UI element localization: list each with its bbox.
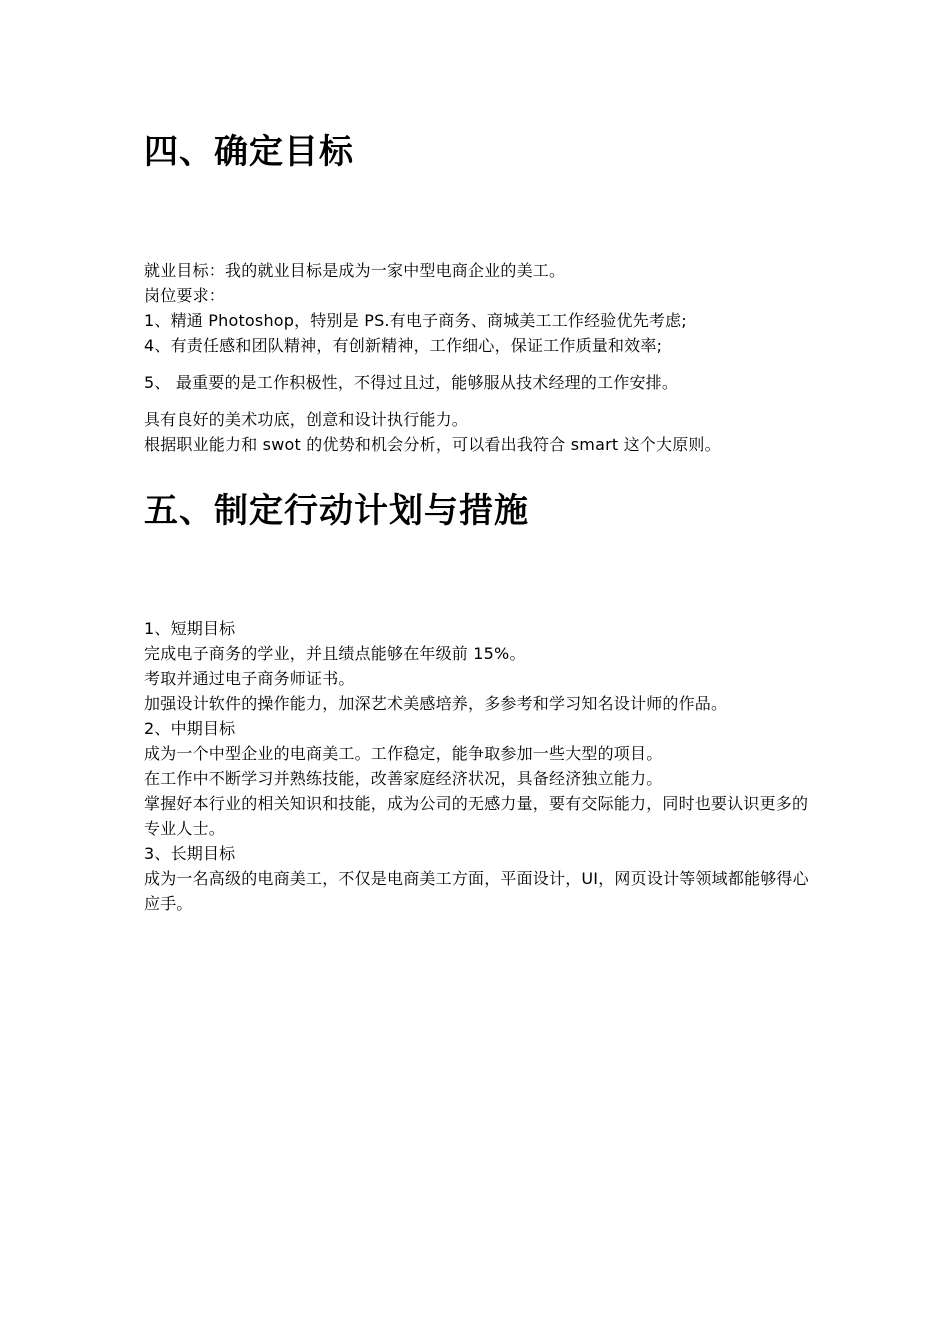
- short-term-heading: 1、短期目标: [144, 619, 236, 638]
- section-4-summary-block: [144, 407, 814, 457]
- smart-conclusion: 根据职业能力和 swot 的优势和机会分析，可以看出我符合 smart 这个大原则。: [144, 435, 721, 454]
- section-5-title: 五、制定行动计划与措施: [144, 491, 529, 531]
- action-plan-block: [144, 616, 814, 916]
- short-term-item: 加强设计软件的操作能力，加深艺术美感培养，多参考和学习知名设计师的作品。: [144, 694, 728, 713]
- mid-term-item: 在工作中不断学习并熟练技能，改善家庭经济状况，具备经济独立能力。: [144, 769, 663, 788]
- art-skill: 具有良好的美术功底，创意和设计执行能力。: [144, 410, 469, 429]
- requirement-5: 5、 最重要的是工作积极性，不得过且过，能够服从技术经理的工作安排。: [144, 373, 679, 392]
- mid-term-item: 成为一个中型企业的电商美工。工作稳定，能争取参加一些大型的项目。: [144, 744, 663, 763]
- long-term-heading: 3、长期目标: [144, 844, 236, 863]
- section-4-goal-block: [144, 258, 814, 358]
- long-term-item: 成为一名高级的电商美工，不仅是电商美工方面，平面设计，UI，网页设计等领域都能够得心应手。: [144, 869, 809, 913]
- requirements-heading: 岗位要求：: [144, 286, 226, 305]
- short-term-item: 考取并通过电子商务师证书。: [144, 669, 355, 688]
- requirement-1: 1、精通 Photoshop，特别是 PS.有电子商务、商城美工工作经验优先考虑;: [144, 311, 687, 330]
- requirement-4: 4、有责任感和团队精神，有创新精神，工作细心，保证工作质量和效率;: [144, 336, 663, 355]
- section-4-title: 四、确定目标: [144, 132, 354, 172]
- short-term-item: 完成电子商务的学业，并且绩点能够在年级前 15%。: [144, 644, 526, 663]
- employment-goal: 就业目标：我的就业目标是成为一家中型电商企业的美工。: [144, 261, 566, 280]
- mid-term-heading: 2、中期目标: [144, 719, 236, 738]
- mid-term-item: 掌握好本行业的相关知识和技能，成为公司的无感力量，要有交际能力，同时也要认识更多的专业人士。: [144, 794, 809, 838]
